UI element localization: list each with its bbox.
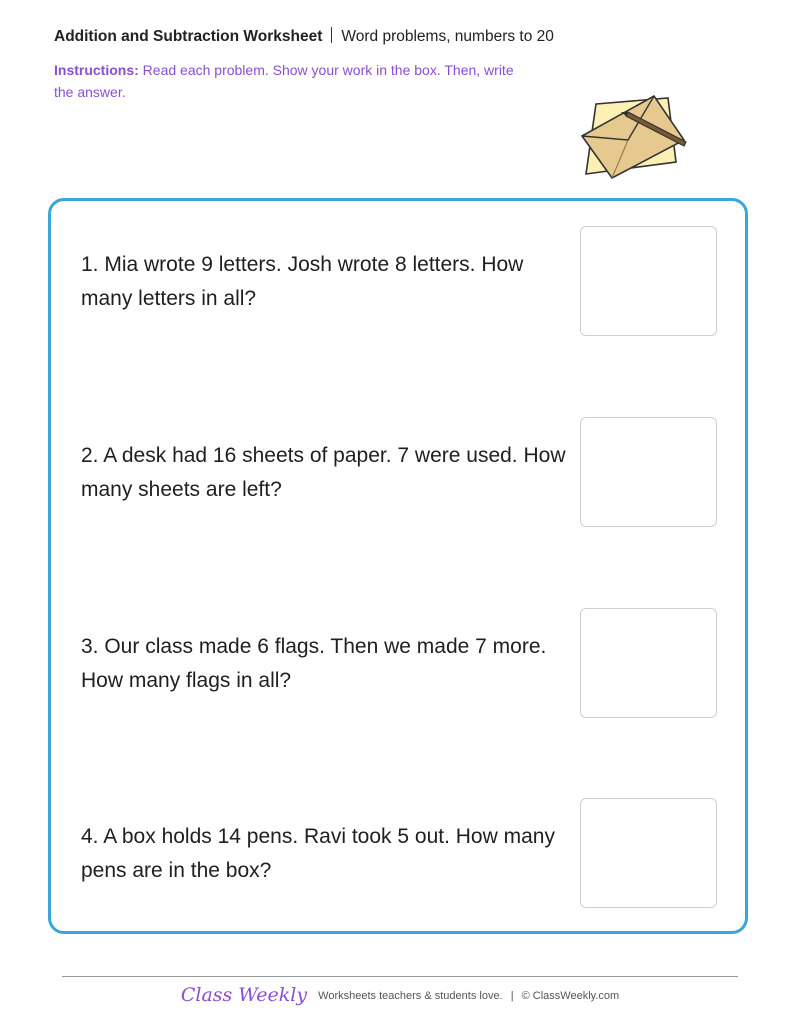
footer-tagline: Worksheets teachers & students love.: [318, 990, 503, 1002]
worksheet-header: [54, 27, 554, 46]
instructions: [54, 59, 534, 103]
brand-logo: Class Weekly: [180, 984, 308, 1006]
problem-4: 4. A box holds 14 pens. Ravi took 5 out. How many pens are in the box?: [81, 825, 555, 882]
header-divider: [331, 27, 332, 43]
footer-copyright: © ClassWeekly.com: [521, 990, 620, 1002]
footer-separator: |: [510, 990, 514, 1002]
footer: [0, 984, 800, 1006]
worksheet-subtitle: Word problems, numbers to 20: [341, 28, 554, 45]
answer-box-4[interactable]: [580, 798, 717, 908]
answer-box-3[interactable]: [580, 608, 717, 718]
answer-box-2[interactable]: [580, 417, 717, 527]
footer-divider: [62, 976, 738, 977]
instructions-text: Read each problem. Show your work in the box. Then, write the answer.: [54, 62, 514, 100]
problem-2: 2. A desk had 16 sheets of paper. 7 were used. How many sheets are left?: [81, 444, 566, 501]
answer-box-1[interactable]: [580, 226, 717, 336]
instructions-lead: Instructions:: [54, 62, 139, 78]
envelope-paper-pencil-icon: [578, 92, 690, 184]
worksheet-title: Addition and Subtraction Worksheet: [54, 28, 323, 45]
problem-1: 1. Mia wrote 9 letters. Josh wrote 8 letters. How many letters in all?: [81, 253, 524, 310]
problem-3: 3. Our class made 6 flags. Then we made 7 more. How many flags in all?: [81, 635, 547, 692]
